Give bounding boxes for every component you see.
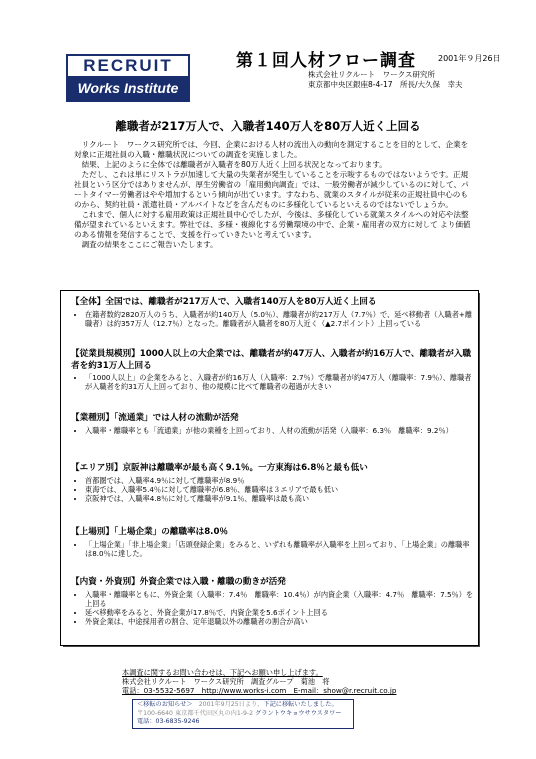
notice-address: 〒100-6640 東京都千代田区丸の内1-9-2 グラントウキョウサウスタワー	[137, 709, 342, 717]
bullet-item: • 「上場企業」「非上場企業」「店頭登録企業」をみると、いずれも離職率が入職率を上回っており、「上場企業」の離職率は8.0％に達した。	[85, 540, 475, 558]
section-bullets	[71, 373, 475, 391]
contact-intro: 本調査に関するお問い合わせは、下記へお願い申し上げます。	[122, 668, 323, 677]
bullet-item: • 外資企業は、中途採用者の割合、定年退職以外の離職者の割合が高い	[85, 617, 475, 626]
bullet-item: • 「1000人以上」の企業をみると、入職者が約16万人（入職率：2.7％）で離職者が約47万人（離職率：7.9％）、離職者が入職者を約31万人上回っており、他の規模に比べて離職者の超過が大きい	[85, 373, 475, 391]
bullet-item: • 首都圏では、入職率4.9％に対して離職率が8.9％	[85, 476, 475, 485]
section-heading: 【内資・外資別】外資企業では入職・離職の動きが活発	[71, 577, 286, 587]
intro-paragraph: 結果、上記のように全体では離職者が入職者を80万人近く上回る状況となっております。	[81, 160, 387, 169]
section-heading: 【従業員規模別】1000人以上の大企業では、離職者が約47万人、入職者が約16万人で、離職者が入職者を約31万人上回る	[71, 349, 472, 371]
section-bullets	[71, 426, 475, 435]
bullet-item: • 入職率・離職率とも「流通業」が他の業種を上回っており、人材の流動が活発（入職率：6.3％ 離職率：9.2％）	[85, 426, 475, 435]
recruit-logo	[66, 54, 190, 102]
intro-paragraph: これまで、個人に対する雇用政策は正規社員中心でしたが、今後は、多様化している就業スタイルへの対応や法整備が望まれているといえます。弊社では、多様・複線化する労働環境の中で、企業・雇用者の双方に対して より価値のある情報を発信することで、支援を行っていきたいと考えています。	[74, 210, 471, 239]
section-bullets	[71, 590, 475, 627]
notice-line: ＜移転のお知らせ＞ 2001年9月25日より、下記に移転いたしました。	[137, 701, 338, 708]
logo-works-institute-text: Works Institute	[68, 76, 188, 100]
section-bullets	[71, 310, 475, 328]
section-listing	[71, 527, 475, 558]
bullet-item: • 入職率・離職率ともに、外資企業（入職率：7.4％ 離職率：10.4％）が内資企業（入職率：4.7％ 離職率：7.5％）を上回る	[85, 590, 475, 608]
section-industry	[71, 413, 475, 435]
org-address: 東京都中央区銀座8-4-17 所長/大久保 幸夫	[308, 80, 463, 89]
bullet-item: • 延べ移動率をみると、外資企業が17.8％で、内資企業を5.6ポイント上回る	[85, 608, 475, 617]
bullet-item: • 在籍者数約2820万人のうち、入職者が約140万人（5.0％）、離職者が約217万人（7.7％）で、延べ移動者（入職者+離職者）は約357万人（12.7％）となった。離職者が入職者を80万人近く（▲2.7ポイント）上回っている	[85, 310, 475, 328]
section-heading: 【全体】全国では、離職者が217万人で、入職者140万人を80万人近く上回る	[71, 297, 377, 307]
bullet-item: • 京阪神では、入職率4.8％に対して離職率が9.1％、離職率は最も高い	[85, 494, 475, 503]
organization-info	[308, 70, 463, 90]
document-title: 第１回人材フロー調査	[236, 51, 416, 71]
contact-dept: 株式会社リクルート ワークス研究所 調査グループ 菊池 将	[122, 677, 330, 686]
intro-paragraph: 調査の結果をここにご報告いたします。	[81, 240, 218, 249]
summary-box	[60, 290, 479, 646]
section-heading: 【上場別】「上場企業」の離職率は8.0％	[71, 527, 229, 537]
contact-footer	[122, 668, 452, 695]
contact-details[interactable]: 電話：03-5532-5697 http://www.works-i.com E-mail：show@r.recruit.co.jp	[122, 686, 397, 695]
intro-text	[74, 140, 472, 250]
document-date: 2001年９月26日	[438, 54, 501, 63]
relocation-notice	[132, 699, 354, 729]
org-name: 株式会社リクルート ワークス研究所	[308, 70, 436, 79]
notice-phone: 電話：03-6835-9246	[137, 718, 200, 725]
intro-paragraph: ただし、これは単にリストラが加速して大量の失業者が発生していることを示唆するものではないようです。正規社員という区分ではありませんが、厚生労働省の「雇用動向調査」では、一般労働者が減少しているのに対して、パートタイマー労働者はやや増加するという傾向が出ています。すなわち、就業のスタイルが従来の正規社員中心のものから、契約社員・派遣社員・アルバイトなどを含んだものに多様化しているといえるのではないでしょうか。	[74, 170, 469, 209]
section-bullets	[71, 540, 475, 558]
section-heading: 【業種別】「流通業」では人材の流動が活発	[71, 413, 239, 423]
section-heading: 【エリア別】京阪神は離職率が最も高く9.1％。一方東海は6.8％と最も低い	[71, 463, 368, 473]
section-company-size	[71, 349, 475, 391]
headline: 離職者が217万人で、入職者140万人を80万人近く上回る	[115, 119, 421, 133]
logo-recruit-text: RECRUIT	[83, 56, 173, 75]
section-overall	[71, 297, 475, 328]
section-capital	[71, 577, 475, 626]
bullet-item: • 東海では、入職率5.4％に対して離職率が6.8％、離職率は３エリアで最も低い	[85, 485, 475, 494]
section-bullets	[71, 476, 475, 504]
section-area	[71, 463, 475, 503]
intro-paragraph: リクルート ワークス研究所では、今回、企業における人材の流出入の動向を測定することを目的として、企業を対象に正規社員の入職・離職状況についての調査を実施しました。	[74, 140, 469, 159]
